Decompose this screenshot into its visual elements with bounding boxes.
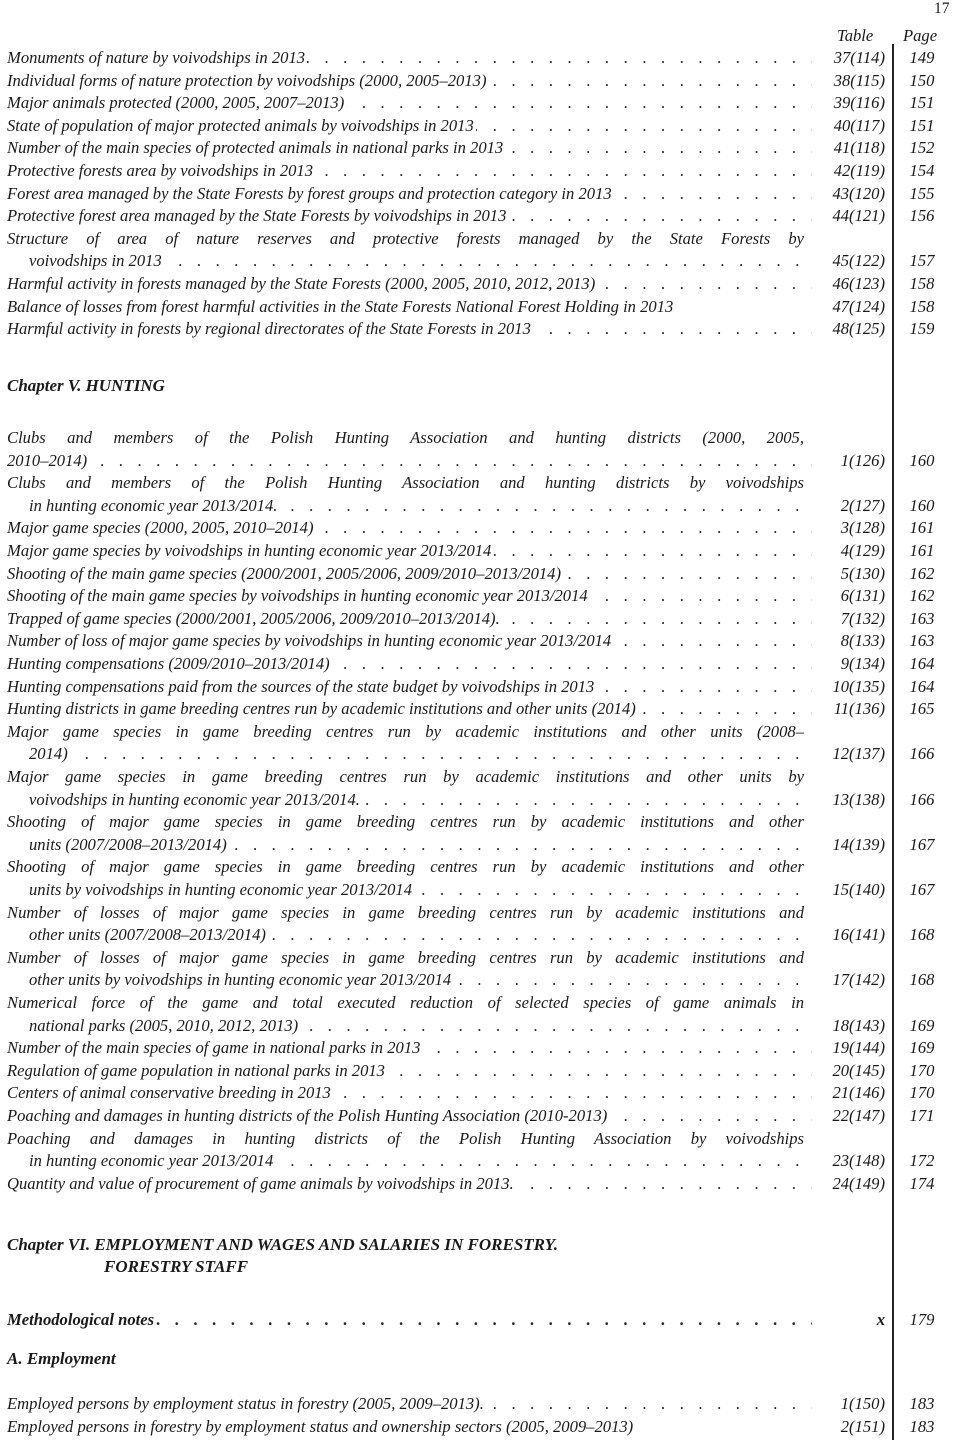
toc-entry[interactable] <box>7 1105 935 1128</box>
toc-entry-text: Numerical force of the game and total executed reduction of selected species of game animals in <box>7 993 804 1012</box>
table-number: 8(133) <box>840 631 885 651</box>
toc-entry[interactable] <box>7 228 935 273</box>
page-ref: 162 <box>909 586 935 606</box>
toc-entry-title-line <box>7 811 806 834</box>
table-number: 37(114) <box>833 48 885 67</box>
toc-entry-text: Major animals protected (2000, 2005, 2007–2013) <box>7 93 345 113</box>
toc-entry-title-last-line <box>7 205 812 228</box>
page-ref: 155 <box>909 183 935 203</box>
toc-entry-text: Employed persons in forestry by employment status and ownership sectors (2005, 2009–2013) <box>7 1416 634 1436</box>
page-column-header: Page <box>903 26 938 45</box>
table-number: 47(124) <box>832 296 885 316</box>
toc-entry[interactable] <box>7 427 935 472</box>
toc-entry[interactable] <box>7 540 935 563</box>
toc-entry-title-last-line <box>7 273 812 296</box>
toc-entry-text: Protective forests area by voivodships in 2013 <box>7 161 314 180</box>
toc-entry[interactable] <box>7 1128 935 1173</box>
table-number: 23(148) <box>832 1151 885 1171</box>
toc-entry-title-last-line <box>7 585 812 608</box>
toc-entry-title-last-line <box>7 1060 812 1083</box>
toc-entry-title-last-line <box>7 137 812 160</box>
toc-entry-title-last-line <box>7 450 812 473</box>
toc-entry-title-last-line <box>29 789 812 812</box>
table-number: 7(132) <box>840 608 885 628</box>
toc-entry[interactable] <box>7 296 935 319</box>
toc-entry[interactable] <box>7 205 935 228</box>
toc-entry-text: Clubs and members of the Polish Hunting Association and hunting districts by voivodships <box>7 473 804 493</box>
toc-entry-text: Hunting compensations (2009/2010–2013/2014) <box>7 654 330 673</box>
toc-entry-title-last-line <box>29 1015 812 1038</box>
page-ref: 160 <box>909 495 935 515</box>
toc-entry[interactable] <box>7 653 935 676</box>
toc-entry-title-last-line <box>7 318 812 341</box>
page-ref: 172 <box>909 1151 935 1171</box>
toc-entry[interactable] <box>7 698 935 721</box>
toc-entry-text: voivodships in 2013 <box>29 251 162 271</box>
toc-entry-text: Employed persons by employment status in forestry (2005, 2009–2013). <box>7 1394 484 1413</box>
toc-entry-text: Poaching and damages in hunting districts of the Polish Hunting Association by voivodships <box>7 1128 804 1148</box>
toc-entry-title-line <box>7 766 806 789</box>
table-number: 17(142) <box>832 970 885 990</box>
toc-entry-text: Monuments of nature by voivodships in 2013 <box>7 48 306 67</box>
toc-entry-title-line <box>7 721 806 744</box>
toc-entry-title-last-line <box>29 1150 812 1173</box>
toc-entry-title-last-line <box>7 1416 812 1439</box>
toc-entry-title-last-line <box>7 563 812 586</box>
toc-entry-title-last-line <box>7 517 812 540</box>
toc-entry-text: other units by voivodships in hunting economic year 2013/2014 <box>29 970 452 990</box>
toc-entry-title-line <box>7 472 806 495</box>
toc-entry[interactable] <box>7 183 935 206</box>
toc-entry[interactable] <box>7 721 935 766</box>
toc-entry-text: Methodological notes <box>7 1310 155 1329</box>
toc-entry-text: Harmful activity in forests by regional directorates of the State Forests in 2013 <box>7 319 531 339</box>
table-column-header: Table <box>837 26 874 45</box>
toc-entry-title-line <box>7 228 806 251</box>
page-ref: 161 <box>909 518 935 538</box>
page-ref: 154 <box>909 161 935 180</box>
dot-leader <box>7 450 812 473</box>
chapter-heading: Chapter V. HUNTING <box>7 376 165 395</box>
toc-entry-title-last-line <box>7 296 812 319</box>
toc-entry[interactable] <box>7 160 935 183</box>
page-ref: 164 <box>909 654 935 673</box>
dot-leader <box>29 743 812 766</box>
toc-entry-title-line <box>7 856 806 879</box>
toc-entry-title-last-line <box>7 1393 812 1416</box>
toc-entry-text: Harmful activity in forests managed by the State Forests (2000, 2005, 2010, 2012, 2013) <box>7 274 596 293</box>
toc-entry-title-last-line <box>7 160 812 183</box>
toc-entry-title-last-line <box>7 653 812 676</box>
section-heading: A. Employment <box>7 1349 116 1368</box>
table-number: 45(122) <box>832 251 885 271</box>
page-ref: 170 <box>909 1083 935 1103</box>
toc-entry[interactable] <box>7 1037 935 1060</box>
toc-entry[interactable] <box>7 1393 935 1416</box>
toc-entry-text: Shooting of the main game species (2000/2001, 2005/2006, 2009/2010–2013/2014) <box>7 563 562 583</box>
toc-entry-text: in hunting economic year 2013/2014 <box>29 1151 274 1171</box>
page-ref: 162 <box>909 563 935 583</box>
table-number: 1(126) <box>840 450 885 470</box>
toc-entry[interactable] <box>7 992 935 1037</box>
toc-entry-text: Number of losses of major game species in game breeding centres run by academic institutions and <box>7 902 804 922</box>
toc-entry-title-last-line <box>7 1105 812 1128</box>
toc-entry-text: Regulation of game population in national parks in 2013 <box>7 1060 385 1080</box>
toc-entry-title-last-line <box>29 250 812 273</box>
table-number: 6(131) <box>840 586 885 606</box>
page-ref: 161 <box>909 541 935 560</box>
toc-entry-text: State of population of major protected animals by voivodships in 2013 <box>7 115 474 135</box>
toc-entry[interactable] <box>7 517 935 540</box>
table-number: 43(120) <box>832 183 885 203</box>
page-ref: 179 <box>909 1310 935 1329</box>
toc-entry-title-last-line <box>7 92 812 115</box>
table-number: 4(129) <box>840 541 885 560</box>
table-number: 9(134) <box>840 654 885 673</box>
table-number: 38(115) <box>833 70 885 90</box>
page-ref: 160 <box>909 450 935 470</box>
column-divider <box>892 44 894 1440</box>
page-ref: 151 <box>909 115 935 135</box>
toc-entry-text: Number of loss of major game species by voivodships in hunting economic year 2013/2014 <box>7 631 612 651</box>
page-ref: 169 <box>909 1015 935 1035</box>
toc-entry-title-last-line <box>7 1082 812 1105</box>
page-ref: 152 <box>909 138 935 158</box>
table-number: 5(130) <box>840 563 885 583</box>
table-number: 21(146) <box>832 1083 885 1103</box>
toc-entry-text: other units (2007/2008–2013/2014) <box>29 925 266 945</box>
toc-entry-title-line <box>7 947 806 970</box>
toc-entry-text: Shooting of major game species in game breeding centres run by academic institutions and other <box>7 812 804 832</box>
toc-entry-text: Shooting of the main game species by voivodships in hunting economic year 2013/2014 <box>7 586 588 606</box>
toc-entry[interactable] <box>7 273 935 296</box>
page-ref: 167 <box>909 834 935 854</box>
table-number: 22(147) <box>832 1106 885 1125</box>
toc-entry-text: Shooting of major game species in game breeding centres run by academic institutions and other <box>7 857 804 877</box>
table-number: 14(139) <box>832 834 885 854</box>
toc-entry[interactable] <box>7 947 935 992</box>
table-number: 12(137) <box>832 744 885 764</box>
page-ref: 169 <box>909 1038 935 1058</box>
table-number: 1(150) <box>840 1394 885 1413</box>
page-ref: 174 <box>909 1173 935 1193</box>
table-number: 41(118) <box>833 138 885 158</box>
toc-entry-title-last-line <box>7 115 812 138</box>
toc-entry-text: Trapped of game species (2000/2001, 2005/2006, 2009/2010–2013/2014). <box>7 608 500 628</box>
page-ref: 166 <box>909 744 935 764</box>
toc-entry-text: Poaching and damages in hunting districts of the Polish Hunting Association (2010-2013) <box>7 1106 608 1125</box>
chapter-heading: Chapter VI. EMPLOYMENT AND WAGES AND SALARIES IN FORESTRY. <box>7 1235 559 1254</box>
toc-entry-text: Balance of losses from forest harmful activities in the State Forests National Forest Holding in 2013 <box>7 296 674 316</box>
toc-entry-text: Number of the main species of game in national parks in 2013 <box>7 1038 421 1058</box>
toc-entry[interactable] <box>7 811 935 856</box>
toc-entry[interactable] <box>7 472 935 517</box>
toc-entry[interactable] <box>7 676 935 699</box>
toc-entry[interactable] <box>7 1309 935 1332</box>
toc-entry-text: voivodships in hunting economic year 2013/2014. <box>29 789 360 809</box>
toc-entry[interactable] <box>7 563 935 586</box>
page-ref: 183 <box>909 1416 935 1436</box>
page-ref: 158 <box>909 296 935 316</box>
toc-entry-text: 2014) <box>29 744 68 764</box>
toc-entry-text: national parks (2005, 2010, 2012, 2013) <box>29 1015 299 1035</box>
toc-entry-title-last-line <box>29 743 812 766</box>
toc-entry-text: 2010–2014) <box>7 450 88 470</box>
toc-entry-text: in hunting economic year 2013/2014. <box>29 495 278 515</box>
toc-entry[interactable] <box>7 115 935 138</box>
toc-entry[interactable] <box>7 1082 935 1105</box>
toc-entry[interactable] <box>7 902 935 947</box>
toc-entry-title-last-line <box>29 495 812 518</box>
toc-entry-title-last-line <box>7 70 812 93</box>
toc-entry-text: Major game species by voivodships in hunting economic year 2013/2014 <box>7 541 492 560</box>
page-ref: 167 <box>909 879 935 899</box>
toc-entry-title-last-line <box>29 834 812 857</box>
toc-entry[interactable] <box>7 766 935 811</box>
table-number: 42(119) <box>833 161 885 180</box>
page-ref: 150 <box>909 70 935 90</box>
table-number: x <box>876 1310 885 1329</box>
toc-entry-title-last-line <box>7 630 812 653</box>
page-number: 17 <box>934 0 950 17</box>
table-number: 2(127) <box>840 495 885 515</box>
table-number: 13(138) <box>832 789 885 809</box>
toc-entry[interactable] <box>7 92 935 115</box>
table-number: 11(136) <box>833 699 885 719</box>
toc-entry-title-last-line <box>7 608 812 631</box>
table-number: 20(145) <box>832 1060 885 1080</box>
toc-entry-text: Clubs and members of the Polish Hunting Association and hunting districts (2000, 2005, <box>7 428 804 447</box>
page-ref: 166 <box>909 789 935 809</box>
table-number: 46(123) <box>832 274 885 293</box>
toc-entry-title-last-line <box>7 676 812 699</box>
toc-entry[interactable] <box>7 1060 935 1083</box>
toc-entry-text: Forest area managed by the State Forests by forest groups and protection category in 2013 <box>7 183 612 203</box>
page-ref: 171 <box>909 1106 935 1125</box>
table-number: 24(149) <box>832 1173 885 1193</box>
toc-entry-title-last-line <box>7 183 812 206</box>
page-ref: 156 <box>909 206 935 226</box>
toc-entry-text: Hunting compensations paid from the sources of the state budget by voivodships in 2013 <box>7 676 595 696</box>
toc-entry-title-last-line <box>7 698 812 721</box>
toc-entry-text: Major game species in game breeding centres run by academic institutions and other units (2008– <box>7 721 804 741</box>
toc-entry[interactable] <box>7 630 935 653</box>
table-number: 15(140) <box>832 879 885 899</box>
toc-entry[interactable] <box>7 856 935 901</box>
table-number: 2(151) <box>840 1416 885 1436</box>
toc-entry-text: Major game species (2000, 2005, 2010–2014) <box>7 518 314 538</box>
toc-entry-text: Hunting districts in game breeding centres run by academic institutions and other units (2014) <box>7 699 636 719</box>
table-number: 16(141) <box>832 925 885 945</box>
page-ref: 163 <box>909 608 935 628</box>
table-number: 19(144) <box>832 1038 885 1058</box>
toc-entry-text: units by voivodships in hunting economic year 2013/2014 <box>29 879 412 899</box>
page-ref: 151 <box>909 93 935 113</box>
toc-entry-title-last-line <box>7 1309 812 1332</box>
toc-entry[interactable] <box>7 1416 935 1439</box>
page-ref: 157 <box>909 251 935 271</box>
page-ref: 170 <box>909 1060 935 1080</box>
toc-entry[interactable] <box>7 318 935 341</box>
table-number: 3(128) <box>840 518 885 538</box>
page-ref: 183 <box>909 1394 935 1413</box>
toc-entry-title-line <box>7 902 806 925</box>
toc-entry-title-last-line <box>7 1037 812 1060</box>
table-number: 40(117) <box>833 115 885 135</box>
toc-entry-text: Individual forms of nature protection by voivodships (2000, 2005–2013) <box>7 70 487 90</box>
toc-entry-text: Protective forest area managed by the State Forests by voivodships in 2013 <box>7 206 507 226</box>
toc-entry-title-last-line <box>29 969 812 992</box>
page-ref: 158 <box>909 274 935 293</box>
table-number: 48(125) <box>832 319 885 339</box>
toc-entry-text: Number of losses of major game species in game breeding centres run by academic institutions and <box>7 947 804 967</box>
toc-entry-text: Major game species in game breeding centres run by academic institutions and other units by <box>7 767 804 786</box>
table-number: 39(116) <box>833 93 885 113</box>
toc-entry-title-line <box>7 992 806 1015</box>
table-number: 44(121) <box>832 206 885 226</box>
toc-entry-title-last-line <box>29 879 812 902</box>
page-ref: 165 <box>909 699 935 719</box>
toc-entry-text: Number of the main species of protected animals in national parks in 2013 <box>7 138 504 158</box>
toc-entry-text: Structure of area of nature reserves and protective forests managed by the State Forests by <box>7 228 804 248</box>
toc-entry-title-last-line <box>7 47 812 70</box>
page-ref: 149 <box>909 48 935 67</box>
toc-entry[interactable] <box>7 1173 935 1196</box>
toc-entry-title-last-line <box>7 1173 812 1196</box>
toc-entry-title-last-line <box>7 540 812 563</box>
page-ref: 168 <box>909 925 935 945</box>
chapter-heading-continued: FORESTRY STAFF <box>104 1257 249 1276</box>
toc-entry-title-last-line <box>29 924 812 947</box>
toc-entry[interactable] <box>7 70 935 93</box>
toc-entry-text: units (2007/2008–2013/2014) <box>29 834 227 854</box>
page-ref: 164 <box>909 676 935 696</box>
page-ref: 159 <box>909 319 935 339</box>
page-ref: 168 <box>909 970 935 990</box>
toc-entry[interactable] <box>7 137 935 160</box>
toc-entry[interactable] <box>7 47 935 70</box>
toc-entry[interactable] <box>7 608 935 631</box>
toc-entry-title-line <box>7 427 806 450</box>
page-ref: 163 <box>909 631 935 651</box>
toc-entry-text: Quantity and value of procurement of game animals by voivodships in 2013. <box>7 1173 514 1193</box>
table-number: 10(135) <box>832 676 885 696</box>
toc-entry-title-line <box>7 1128 806 1151</box>
toc-entry-text: Centers of animal conservative breeding in 2013 <box>7 1083 331 1103</box>
table-number: 18(143) <box>832 1015 885 1035</box>
toc-entry[interactable] <box>7 585 935 608</box>
